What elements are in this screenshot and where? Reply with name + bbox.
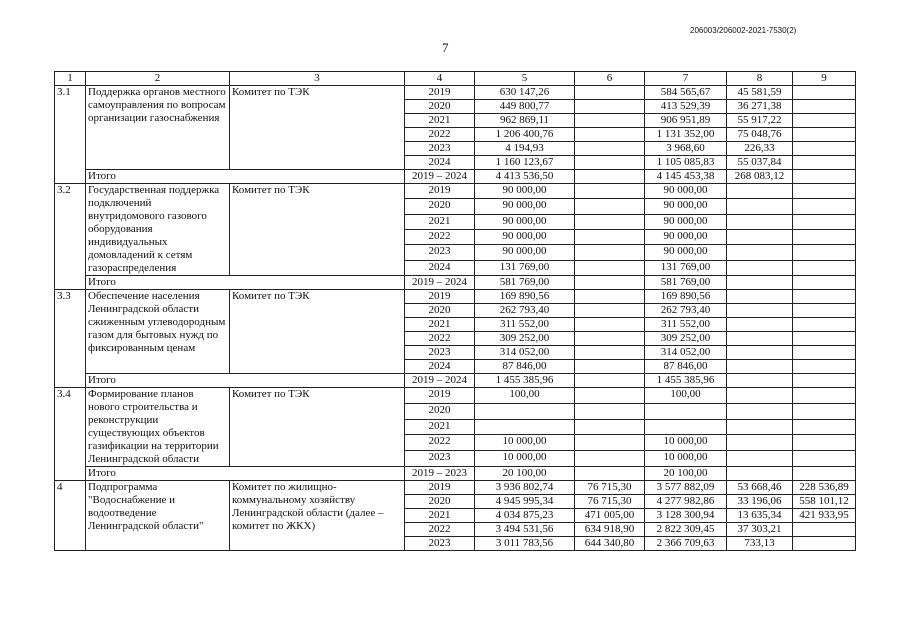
- value-cell: [727, 304, 793, 318]
- item-executor: Комитет по ТЭК: [230, 184, 405, 276]
- value-cell: 314 052,00: [475, 346, 575, 360]
- value-cell: 3 128 300,94: [645, 509, 727, 523]
- value-cell: 309 252,00: [645, 332, 727, 346]
- value-cell: 634 918,90: [575, 523, 645, 537]
- value-cell: 55 037,84: [727, 156, 793, 170]
- total-period: 2019 – 2024: [405, 170, 475, 184]
- item-number: 3.1: [55, 86, 86, 184]
- value-cell: [575, 86, 645, 100]
- item-description: Обеспечение населения Ленинградской области сжиженным углеводородным газом для бытовых нужд по фиксированным ценам: [86, 290, 230, 374]
- value-cell: [727, 199, 793, 214]
- value-cell: [793, 360, 856, 374]
- value-cell: [727, 245, 793, 260]
- value-cell: 90 000,00: [645, 245, 727, 260]
- total-value: [575, 170, 645, 184]
- year-cell: 2023: [405, 451, 475, 467]
- year-cell: 2024: [405, 156, 475, 170]
- value-cell: 90 000,00: [475, 245, 575, 260]
- value-cell: [575, 184, 645, 199]
- value-cell: 10 000,00: [475, 451, 575, 467]
- value-cell: [793, 86, 856, 100]
- value-cell: [793, 128, 856, 142]
- total-value: 4 145 453,38: [645, 170, 727, 184]
- total-period: 2019 – 2024: [405, 276, 475, 290]
- year-cell: 2021: [405, 214, 475, 229]
- value-cell: 262 793,40: [475, 304, 575, 318]
- value-cell: 4 945 995,34: [475, 495, 575, 509]
- total-value: [793, 374, 856, 388]
- year-cell: 2021: [405, 318, 475, 332]
- year-cell: 2022: [405, 332, 475, 346]
- value-cell: [793, 435, 856, 451]
- value-cell: [793, 318, 856, 332]
- table-row: [55, 184, 856, 199]
- value-cell: 962 869,11: [475, 114, 575, 128]
- value-cell: 13 635,34: [727, 509, 793, 523]
- value-cell: 3 494 531,56: [475, 523, 575, 537]
- column-header: 6: [575, 72, 645, 86]
- total-value: [727, 276, 793, 290]
- value-cell: [575, 199, 645, 214]
- table-row: [55, 86, 856, 100]
- value-cell: 584 565,67: [645, 86, 727, 100]
- year-cell: 2023: [405, 245, 475, 260]
- total-value: 4 413 536,50: [475, 170, 575, 184]
- total-label: Итого: [86, 374, 405, 388]
- value-cell: [575, 304, 645, 318]
- total-value: [727, 374, 793, 388]
- total-period: 2019 – 2023: [405, 467, 475, 481]
- column-header: 4: [405, 72, 475, 86]
- value-cell: [727, 403, 793, 419]
- total-value: [575, 276, 645, 290]
- value-cell: [727, 388, 793, 404]
- column-header: 5: [475, 72, 575, 86]
- year-cell: 2021: [405, 114, 475, 128]
- value-cell: 55 917,22: [727, 114, 793, 128]
- year-cell: 2020: [405, 304, 475, 318]
- value-cell: 90 000,00: [645, 184, 727, 199]
- total-value: [575, 467, 645, 481]
- year-cell: 2024: [405, 360, 475, 374]
- value-cell: 558 101,12: [793, 495, 856, 509]
- year-cell: 2022: [405, 435, 475, 451]
- page-number: 7: [442, 40, 449, 55]
- year-cell: 2023: [405, 142, 475, 156]
- total-period: 2019 – 2024: [405, 374, 475, 388]
- value-cell: 37 303,21: [727, 523, 793, 537]
- value-cell: [793, 388, 856, 404]
- year-cell: 2020: [405, 199, 475, 214]
- value-cell: [575, 260, 645, 275]
- value-cell: 1 131 352,00: [645, 128, 727, 142]
- value-cell: 733,13: [727, 537, 793, 551]
- value-cell: [793, 451, 856, 467]
- value-cell: 90 000,00: [475, 229, 575, 244]
- value-cell: 413 529,39: [645, 100, 727, 114]
- value-cell: [793, 199, 856, 214]
- value-cell: [793, 290, 856, 304]
- budget-table: [54, 71, 856, 551]
- item-description: Подпрограмма "Водоснабжение и водоотведение Ленинградской области": [86, 481, 230, 551]
- year-cell: 2022: [405, 128, 475, 142]
- value-cell: [575, 419, 645, 435]
- value-cell: [793, 245, 856, 260]
- value-cell: 76 715,30: [575, 481, 645, 495]
- value-cell: 100,00: [645, 388, 727, 404]
- value-cell: 3 011 783,56: [475, 537, 575, 551]
- column-header: 2: [86, 72, 230, 86]
- value-cell: 2 822 309,45: [645, 523, 727, 537]
- value-cell: 314 052,00: [645, 346, 727, 360]
- document-id: 206003/206002-2021-7530(2): [690, 26, 797, 35]
- value-cell: 311 552,00: [475, 318, 575, 332]
- year-cell: 2019: [405, 290, 475, 304]
- total-row: [55, 276, 856, 290]
- total-value: 581 769,00: [645, 276, 727, 290]
- value-cell: 228 536,89: [793, 481, 856, 495]
- value-cell: 90 000,00: [475, 214, 575, 229]
- total-row: [55, 170, 856, 184]
- total-value: 1 455 385,96: [475, 374, 575, 388]
- value-cell: 90 000,00: [645, 229, 727, 244]
- year-cell: 2020: [405, 100, 475, 114]
- value-cell: 87 846,00: [645, 360, 727, 374]
- year-cell: 2019: [405, 86, 475, 100]
- table-row: [55, 481, 856, 495]
- total-label: Итого: [86, 276, 405, 290]
- value-cell: 1 160 123,67: [475, 156, 575, 170]
- value-cell: [727, 229, 793, 244]
- value-cell: 10 000,00: [645, 435, 727, 451]
- year-cell: 2019: [405, 388, 475, 404]
- value-cell: [793, 214, 856, 229]
- value-cell: 630 147,26: [475, 86, 575, 100]
- year-cell: 2021: [405, 509, 475, 523]
- total-row: [55, 467, 856, 481]
- value-cell: [793, 346, 856, 360]
- value-cell: [575, 229, 645, 244]
- total-label: Итого: [86, 467, 405, 481]
- value-cell: [793, 523, 856, 537]
- value-cell: [793, 260, 856, 275]
- value-cell: [793, 537, 856, 551]
- value-cell: [475, 403, 575, 419]
- value-cell: 1 206 400,76: [475, 128, 575, 142]
- value-cell: 76 715,30: [575, 495, 645, 509]
- value-cell: 10 000,00: [645, 451, 727, 467]
- year-cell: 2023: [405, 537, 475, 551]
- value-cell: [575, 114, 645, 128]
- item-executor: Комитет по жилищно-коммунальному хозяйству Ленинградской области (далее – комитет по ЖКХ): [230, 481, 405, 551]
- value-cell: [575, 156, 645, 170]
- value-cell: 449 800,77: [475, 100, 575, 114]
- total-value: [793, 170, 856, 184]
- year-cell: 2024: [405, 260, 475, 275]
- value-cell: [575, 245, 645, 260]
- value-cell: [575, 128, 645, 142]
- value-cell: [575, 388, 645, 404]
- value-cell: [727, 318, 793, 332]
- column-header: 9: [793, 72, 856, 86]
- value-cell: [793, 184, 856, 199]
- value-cell: [575, 290, 645, 304]
- column-header: 3: [230, 72, 405, 86]
- total-row: [55, 374, 856, 388]
- value-cell: 421 933,95: [793, 509, 856, 523]
- value-cell: 90 000,00: [645, 199, 727, 214]
- value-cell: [793, 156, 856, 170]
- value-cell: [575, 346, 645, 360]
- item-description: Формирование планов нового строительства и реконструкции существующих объектов газификации на территории Ленинградской области: [86, 388, 230, 467]
- value-cell: 471 005,00: [575, 509, 645, 523]
- total-value: [727, 467, 793, 481]
- value-cell: 4 194,93: [475, 142, 575, 156]
- value-cell: 33 196,06: [727, 495, 793, 509]
- value-cell: [793, 229, 856, 244]
- value-cell: [727, 184, 793, 199]
- value-cell: 311 552,00: [645, 318, 727, 332]
- value-cell: 226,33: [727, 142, 793, 156]
- value-cell: [727, 260, 793, 275]
- value-cell: 36 271,38: [727, 100, 793, 114]
- column-header: 8: [727, 72, 793, 86]
- value-cell: [727, 360, 793, 374]
- value-cell: 1 105 085,83: [645, 156, 727, 170]
- value-cell: [727, 435, 793, 451]
- year-cell: 2022: [405, 523, 475, 537]
- value-cell: [575, 332, 645, 346]
- value-cell: [793, 419, 856, 435]
- value-cell: [575, 403, 645, 419]
- table-row: [55, 388, 856, 404]
- value-cell: [793, 304, 856, 318]
- value-cell: [575, 142, 645, 156]
- year-cell: 2022: [405, 229, 475, 244]
- value-cell: 3 577 882,09: [645, 481, 727, 495]
- total-value: 20 100,00: [475, 467, 575, 481]
- value-cell: [645, 419, 727, 435]
- year-cell: 2020: [405, 495, 475, 509]
- table-row: [55, 290, 856, 304]
- year-cell: 2020: [405, 403, 475, 419]
- value-cell: [793, 100, 856, 114]
- value-cell: [727, 290, 793, 304]
- value-cell: [793, 142, 856, 156]
- value-cell: 4 277 982,86: [645, 495, 727, 509]
- value-cell: 45 581,59: [727, 86, 793, 100]
- value-cell: 169 890,56: [645, 290, 727, 304]
- value-cell: 131 769,00: [475, 260, 575, 275]
- value-cell: 131 769,00: [645, 260, 727, 275]
- value-cell: [793, 403, 856, 419]
- total-value: 20 100,00: [645, 467, 727, 481]
- value-cell: 4 034 875,23: [475, 509, 575, 523]
- item-description: Поддержка органов местного самоуправления по вопросам организации газоснабжения: [86, 86, 230, 170]
- total-value: [793, 276, 856, 290]
- value-cell: [575, 360, 645, 374]
- value-cell: 906 951,89: [645, 114, 727, 128]
- item-description: Государственная поддержка подключений внутридомового газового оборудования индивидуальных домовладений к сетям газораспределения: [86, 184, 230, 276]
- value-cell: [475, 419, 575, 435]
- value-cell: 100,00: [475, 388, 575, 404]
- value-cell: 53 668,46: [727, 481, 793, 495]
- header-row: [55, 72, 856, 86]
- item-number: 3.4: [55, 388, 86, 481]
- value-cell: [575, 214, 645, 229]
- value-cell: 3 968,60: [645, 142, 727, 156]
- value-cell: [575, 100, 645, 114]
- item-executor: Комитет по ТЭК: [230, 86, 405, 170]
- value-cell: 90 000,00: [475, 199, 575, 214]
- item-executor: Комитет по ТЭК: [230, 290, 405, 374]
- value-cell: [727, 346, 793, 360]
- value-cell: [575, 318, 645, 332]
- value-cell: [727, 451, 793, 467]
- value-cell: 644 340,80: [575, 537, 645, 551]
- value-cell: 10 000,00: [475, 435, 575, 451]
- value-cell: [575, 435, 645, 451]
- value-cell: [575, 451, 645, 467]
- value-cell: [727, 419, 793, 435]
- total-value: 268 083,12: [727, 170, 793, 184]
- value-cell: [727, 214, 793, 229]
- item-number: 4: [55, 481, 86, 551]
- column-header: 7: [645, 72, 727, 86]
- value-cell: [793, 332, 856, 346]
- year-cell: 2019: [405, 184, 475, 199]
- total-label: Итого: [86, 170, 405, 184]
- item-number: 3.3: [55, 290, 86, 388]
- value-cell: [645, 403, 727, 419]
- total-value: [793, 467, 856, 481]
- value-cell: 3 936 802,74: [475, 481, 575, 495]
- value-cell: [793, 114, 856, 128]
- total-value: [575, 374, 645, 388]
- total-value: 1 455 385,96: [645, 374, 727, 388]
- total-value: 581 769,00: [475, 276, 575, 290]
- item-number: 3.2: [55, 184, 86, 290]
- value-cell: 262 793,40: [645, 304, 727, 318]
- value-cell: 75 048,76: [727, 128, 793, 142]
- value-cell: 87 846,00: [475, 360, 575, 374]
- value-cell: 90 000,00: [645, 214, 727, 229]
- value-cell: [727, 332, 793, 346]
- value-cell: 2 366 709,63: [645, 537, 727, 551]
- year-cell: 2021: [405, 419, 475, 435]
- year-cell: 2023: [405, 346, 475, 360]
- item-executor: Комитет по ТЭК: [230, 388, 405, 467]
- value-cell: 309 252,00: [475, 332, 575, 346]
- value-cell: 90 000,00: [475, 184, 575, 199]
- column-header: 1: [55, 72, 86, 86]
- value-cell: 169 890,56: [475, 290, 575, 304]
- year-cell: 2019: [405, 481, 475, 495]
